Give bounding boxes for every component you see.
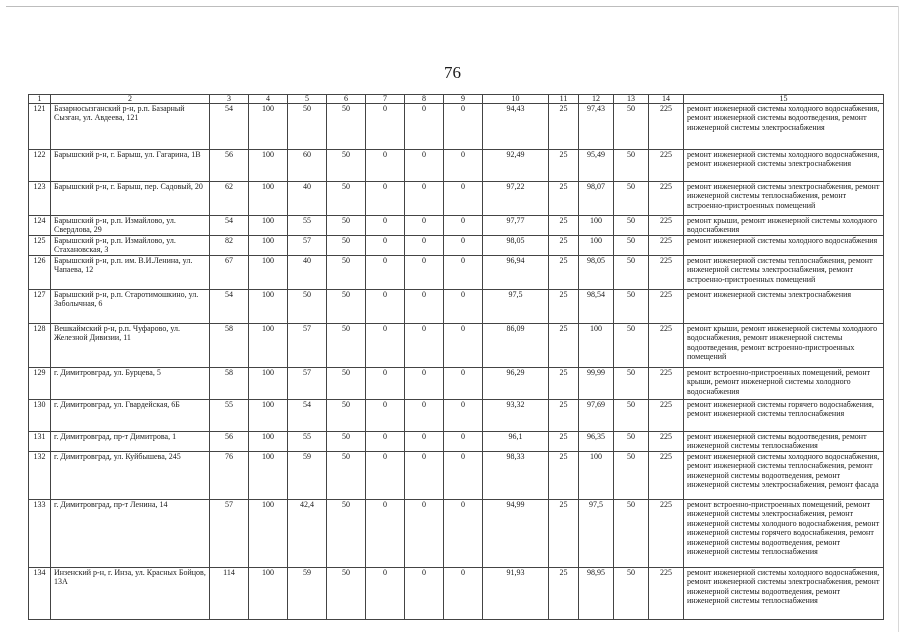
value-cell: 25 <box>549 236 579 256</box>
row-number-cell: 128 <box>29 324 51 368</box>
value-cell: 25 <box>549 150 579 182</box>
value-cell: 225 <box>649 104 684 150</box>
value-cell: 225 <box>649 236 684 256</box>
value-cell: 0 <box>405 452 444 500</box>
value-cell: 0 <box>444 216 483 236</box>
value-cell: 0 <box>444 104 483 150</box>
value-cell: 0 <box>366 216 405 236</box>
column-header: 14 <box>649 95 684 104</box>
value-cell: 225 <box>649 182 684 216</box>
value-cell: 25 <box>549 290 579 324</box>
address-cell: Вешкаймский р-н, р.п. Чуфарово, ул. Железной Дивизии, 11 <box>51 324 210 368</box>
value-cell: 50 <box>614 400 649 432</box>
value-cell: 50 <box>614 452 649 500</box>
value-cell: 0 <box>366 324 405 368</box>
value-cell: 100 <box>249 256 288 290</box>
value-cell: 50 <box>327 452 366 500</box>
value-cell: 25 <box>549 216 579 236</box>
address-cell: Барышский р-н, г. Барыш, ул. Гагарина, 1В <box>51 150 210 182</box>
value-cell: 54 <box>288 400 327 432</box>
works-cell: ремонт крыши, ремонт инженерной системы холодного водоснабжения <box>684 216 884 236</box>
value-cell: 0 <box>405 216 444 236</box>
value-cell: 50 <box>327 104 366 150</box>
value-cell: 50 <box>614 290 649 324</box>
column-header: 1 <box>29 95 51 104</box>
value-cell: 25 <box>549 256 579 290</box>
value-cell: 60 <box>288 150 327 182</box>
value-cell: 50 <box>327 368 366 400</box>
value-cell: 57 <box>288 236 327 256</box>
table-row <box>29 568 884 620</box>
value-cell: 0 <box>405 104 444 150</box>
value-cell: 50 <box>288 104 327 150</box>
value-cell: 50 <box>327 216 366 236</box>
address-cell: г. Димитровград, ул. Гвардейская, 6Б <box>51 400 210 432</box>
row-number-cell: 131 <box>29 432 51 452</box>
value-cell: 59 <box>288 452 327 500</box>
column-header: 15 <box>684 95 884 104</box>
value-cell: 50 <box>614 182 649 216</box>
value-cell: 225 <box>649 150 684 182</box>
value-cell: 42,4 <box>288 500 327 568</box>
value-cell: 100 <box>249 290 288 324</box>
row-number-cell: 124 <box>29 216 51 236</box>
works-cell: ремонт инженерной системы горячего водоснабжения, ремонт инженерной системы теплоснабжения <box>684 400 884 432</box>
value-cell: 56 <box>210 150 249 182</box>
value-cell: 97,77 <box>483 216 549 236</box>
column-header: 9 <box>444 95 483 104</box>
value-cell: 97,22 <box>483 182 549 216</box>
value-cell: 0 <box>366 256 405 290</box>
value-cell: 57 <box>288 368 327 400</box>
value-cell: 96,35 <box>579 432 614 452</box>
row-number-cell: 130 <box>29 400 51 432</box>
value-cell: 0 <box>405 290 444 324</box>
value-cell: 50 <box>327 400 366 432</box>
value-cell: 0 <box>444 256 483 290</box>
value-cell: 98,05 <box>483 236 549 256</box>
value-cell: 0 <box>405 500 444 568</box>
table-row <box>29 290 884 324</box>
column-header: 5 <box>288 95 327 104</box>
table-row <box>29 216 884 236</box>
value-cell: 95,49 <box>579 150 614 182</box>
value-cell: 0 <box>366 452 405 500</box>
value-cell: 50 <box>327 182 366 216</box>
value-cell: 0 <box>444 182 483 216</box>
value-cell: 0 <box>405 432 444 452</box>
value-cell: 0 <box>444 324 483 368</box>
column-header: 7 <box>366 95 405 104</box>
value-cell: 96,29 <box>483 368 549 400</box>
value-cell: 25 <box>549 368 579 400</box>
address-cell: Барышский р-н, р.п. Измайлово, ул. Свердлова, 29 <box>51 216 210 236</box>
value-cell: 100 <box>249 150 288 182</box>
value-cell: 0 <box>366 290 405 324</box>
value-cell: 0 <box>444 290 483 324</box>
value-cell: 100 <box>249 236 288 256</box>
value-cell: 50 <box>327 568 366 620</box>
column-header: 8 <box>405 95 444 104</box>
column-header: 11 <box>549 95 579 104</box>
value-cell: 0 <box>444 568 483 620</box>
value-cell: 58 <box>210 324 249 368</box>
value-cell: 25 <box>549 500 579 568</box>
value-cell: 50 <box>614 236 649 256</box>
value-cell: 25 <box>549 324 579 368</box>
value-cell: 100 <box>249 432 288 452</box>
value-cell: 225 <box>649 324 684 368</box>
column-number-row <box>29 95 884 104</box>
value-cell: 0 <box>405 236 444 256</box>
column-header: 10 <box>483 95 549 104</box>
value-cell: 50 <box>614 324 649 368</box>
table-body <box>29 104 884 620</box>
value-cell: 98,05 <box>579 256 614 290</box>
value-cell: 25 <box>549 104 579 150</box>
value-cell: 91,93 <box>483 568 549 620</box>
value-cell: 0 <box>366 236 405 256</box>
value-cell: 57 <box>288 324 327 368</box>
value-cell: 225 <box>649 568 684 620</box>
value-cell: 100 <box>249 452 288 500</box>
value-cell: 0 <box>444 400 483 432</box>
value-cell: 0 <box>366 150 405 182</box>
page-right-border <box>898 6 899 632</box>
value-cell: 0 <box>444 368 483 400</box>
value-cell: 97,5 <box>579 500 614 568</box>
column-header: 12 <box>579 95 614 104</box>
value-cell: 55 <box>210 400 249 432</box>
address-cell: г. Димитровград, ул. Куйбышева, 245 <box>51 452 210 500</box>
value-cell: 92,49 <box>483 150 549 182</box>
value-cell: 0 <box>405 568 444 620</box>
column-header: 4 <box>249 95 288 104</box>
address-cell: Инзенский р-н, г. Инза, ул. Красных Бойцов, 13А <box>51 568 210 620</box>
value-cell: 50 <box>614 500 649 568</box>
value-cell: 0 <box>366 104 405 150</box>
works-cell: ремонт инженерной системы холодного водоснабжения <box>684 236 884 256</box>
value-cell: 98,07 <box>579 182 614 216</box>
value-cell: 98,54 <box>579 290 614 324</box>
value-cell: 225 <box>649 256 684 290</box>
column-header: 2 <box>51 95 210 104</box>
value-cell: 50 <box>614 216 649 236</box>
value-cell: 50 <box>327 432 366 452</box>
value-cell: 50 <box>614 256 649 290</box>
works-cell: ремонт инженерной системы холодного водоснабжения, ремонт инженерной системы теплоснабжения, ремонт инженерной системы водоотведения, ремонт инженерной системы электроснабжения, ремонт фасада <box>684 452 884 500</box>
address-cell: Барышский р-н, р.п. им. В.И.Ленина, ул. Чапаева, 12 <box>51 256 210 290</box>
value-cell: 100 <box>249 182 288 216</box>
table-row <box>29 256 884 290</box>
value-cell: 0 <box>405 182 444 216</box>
works-cell: ремонт встроенно-пристроенных помещений, ремонт инженерной системы электроснабжения, ремонт инженерной системы холодного водоснабжения, ремонт инженерной системы горячего водоснабжения, ремонт инженерной системы водоотведения, ремонт инженерной системы теплоснабжения <box>684 500 884 568</box>
value-cell: 0 <box>366 432 405 452</box>
row-number-cell: 129 <box>29 368 51 400</box>
value-cell: 225 <box>649 368 684 400</box>
value-cell: 0 <box>444 150 483 182</box>
value-cell: 0 <box>366 368 405 400</box>
value-cell: 54 <box>210 290 249 324</box>
value-cell: 0 <box>405 368 444 400</box>
value-cell: 25 <box>549 182 579 216</box>
value-cell: 99,99 <box>579 368 614 400</box>
row-number-cell: 127 <box>29 290 51 324</box>
value-cell: 98,95 <box>579 568 614 620</box>
address-cell: г. Димитровград, пр-т Димитрова, 1 <box>51 432 210 452</box>
value-cell: 0 <box>444 432 483 452</box>
works-cell: ремонт инженерной системы холодного водоснабжения, ремонт инженерной системы электроснабжения, ремонт инженерной системы водоотведения, ремонт инженерной системы теплоснабжения <box>684 568 884 620</box>
works-cell: ремонт крыши, ремонт инженерной системы холодного водоснабжения, ремонт инженерной системы водоотведения, ремонт встроенно-пристроенных помещений <box>684 324 884 368</box>
column-header: 3 <box>210 95 249 104</box>
value-cell: 50 <box>327 256 366 290</box>
value-cell: 57 <box>210 500 249 568</box>
works-cell: ремонт инженерной системы холодного водоснабжения, ремонт инженерной системы электроснабжения <box>684 150 884 182</box>
value-cell: 56 <box>210 432 249 452</box>
value-cell: 50 <box>327 500 366 568</box>
address-cell: г. Димитровград, пр-т Ленина, 14 <box>51 500 210 568</box>
value-cell: 25 <box>549 452 579 500</box>
value-cell: 76 <box>210 452 249 500</box>
value-cell: 93,32 <box>483 400 549 432</box>
row-number-cell: 133 <box>29 500 51 568</box>
value-cell: 225 <box>649 216 684 236</box>
value-cell: 100 <box>579 324 614 368</box>
value-cell: 40 <box>288 182 327 216</box>
value-cell: 100 <box>249 368 288 400</box>
value-cell: 96,1 <box>483 432 549 452</box>
table-row <box>29 400 884 432</box>
value-cell: 50 <box>327 324 366 368</box>
row-number-cell: 123 <box>29 182 51 216</box>
value-cell: 225 <box>649 400 684 432</box>
value-cell: 50 <box>327 150 366 182</box>
address-cell: Базарносызганский р-н, р.п. Базарный Сызган, ул. Авдеева, 121 <box>51 104 210 150</box>
value-cell: 114 <box>210 568 249 620</box>
value-cell: 50 <box>614 368 649 400</box>
value-cell: 55 <box>288 216 327 236</box>
value-cell: 54 <box>210 104 249 150</box>
address-cell: Барышский р-н, р.п. Старотимошкино, ул. Заболычная, 6 <box>51 290 210 324</box>
value-cell: 0 <box>366 400 405 432</box>
value-cell: 50 <box>288 290 327 324</box>
table-row <box>29 324 884 368</box>
value-cell: 0 <box>444 452 483 500</box>
table-row <box>29 104 884 150</box>
page-number: 76 <box>444 63 461 82</box>
value-cell: 67 <box>210 256 249 290</box>
page-top-border <box>6 6 899 7</box>
value-cell: 25 <box>549 400 579 432</box>
value-cell: 59 <box>288 568 327 620</box>
value-cell: 0 <box>405 400 444 432</box>
value-cell: 98,33 <box>483 452 549 500</box>
works-cell: ремонт инженерной системы холодного водоснабжения, ремонт инженерной системы водоотведения, ремонт инженерной системы электроснабжения <box>684 104 884 150</box>
value-cell: 0 <box>405 150 444 182</box>
value-cell: 50 <box>614 104 649 150</box>
value-cell: 100 <box>249 216 288 236</box>
value-cell: 100 <box>249 324 288 368</box>
value-cell: 0 <box>444 236 483 256</box>
value-cell: 25 <box>549 568 579 620</box>
value-cell: 100 <box>249 568 288 620</box>
value-cell: 225 <box>649 452 684 500</box>
column-header: 6 <box>327 95 366 104</box>
value-cell: 25 <box>549 432 579 452</box>
buildings-table <box>28 94 884 620</box>
row-number-cell: 125 <box>29 236 51 256</box>
table-row <box>29 236 884 256</box>
address-cell: Барышский р-н, г. Барыш, пер. Садовый, 20 <box>51 182 210 216</box>
value-cell: 0 <box>444 500 483 568</box>
value-cell: 96,94 <box>483 256 549 290</box>
value-cell: 94,99 <box>483 500 549 568</box>
row-number-cell: 134 <box>29 568 51 620</box>
row-number-cell: 132 <box>29 452 51 500</box>
value-cell: 0 <box>405 324 444 368</box>
value-cell: 100 <box>249 500 288 568</box>
works-cell: ремонт встроенно-пристроенных помещений, ремонт крыши, ремонт инженерной системы холодного водоснабжения <box>684 368 884 400</box>
value-cell: 100 <box>249 400 288 432</box>
value-cell: 225 <box>649 290 684 324</box>
value-cell: 0 <box>366 568 405 620</box>
row-number-cell: 122 <box>29 150 51 182</box>
value-cell: 54 <box>210 216 249 236</box>
value-cell: 86,09 <box>483 324 549 368</box>
table-row <box>29 452 884 500</box>
value-cell: 100 <box>249 104 288 150</box>
address-cell: Барышский р-н, р.п. Измайлово, ул. Стахановская, 3 <box>51 236 210 256</box>
value-cell: 0 <box>405 256 444 290</box>
value-cell: 82 <box>210 236 249 256</box>
value-cell: 50 <box>327 236 366 256</box>
table-row <box>29 182 884 216</box>
value-cell: 97,5 <box>483 290 549 324</box>
value-cell: 94,43 <box>483 104 549 150</box>
value-cell: 62 <box>210 182 249 216</box>
table-row <box>29 368 884 400</box>
table-row <box>29 432 884 452</box>
value-cell: 0 <box>366 500 405 568</box>
value-cell: 97,69 <box>579 400 614 432</box>
value-cell: 58 <box>210 368 249 400</box>
value-cell: 100 <box>579 236 614 256</box>
value-cell: 50 <box>327 290 366 324</box>
works-cell: ремонт инженерной системы электроснабжения <box>684 290 884 324</box>
table-row <box>29 150 884 182</box>
value-cell: 225 <box>649 500 684 568</box>
value-cell: 55 <box>288 432 327 452</box>
works-cell: ремонт инженерной системы электроснабжения, ремонт инженерной системы теплоснабжения, ремонт встроенно-пристроенных помещений <box>684 182 884 216</box>
row-number-cell: 126 <box>29 256 51 290</box>
value-cell: 97,43 <box>579 104 614 150</box>
value-cell: 225 <box>649 432 684 452</box>
works-cell: ремонт инженерной системы теплоснабжения, ремонт инженерной системы электроснабжения, ремонт встроенно-пристроенных помещений <box>684 256 884 290</box>
value-cell: 100 <box>579 452 614 500</box>
value-cell: 50 <box>614 568 649 620</box>
value-cell: 0 <box>366 182 405 216</box>
works-cell: ремонт инженерной системы водоотведения, ремонт инженерной системы теплоснабжения <box>684 432 884 452</box>
value-cell: 50 <box>614 150 649 182</box>
value-cell: 40 <box>288 256 327 290</box>
value-cell: 50 <box>614 432 649 452</box>
column-header: 13 <box>614 95 649 104</box>
row-number-cell: 121 <box>29 104 51 150</box>
address-cell: г. Димитровград, ул. Бурцева, 5 <box>51 368 210 400</box>
table-row <box>29 500 884 568</box>
value-cell: 100 <box>579 216 614 236</box>
